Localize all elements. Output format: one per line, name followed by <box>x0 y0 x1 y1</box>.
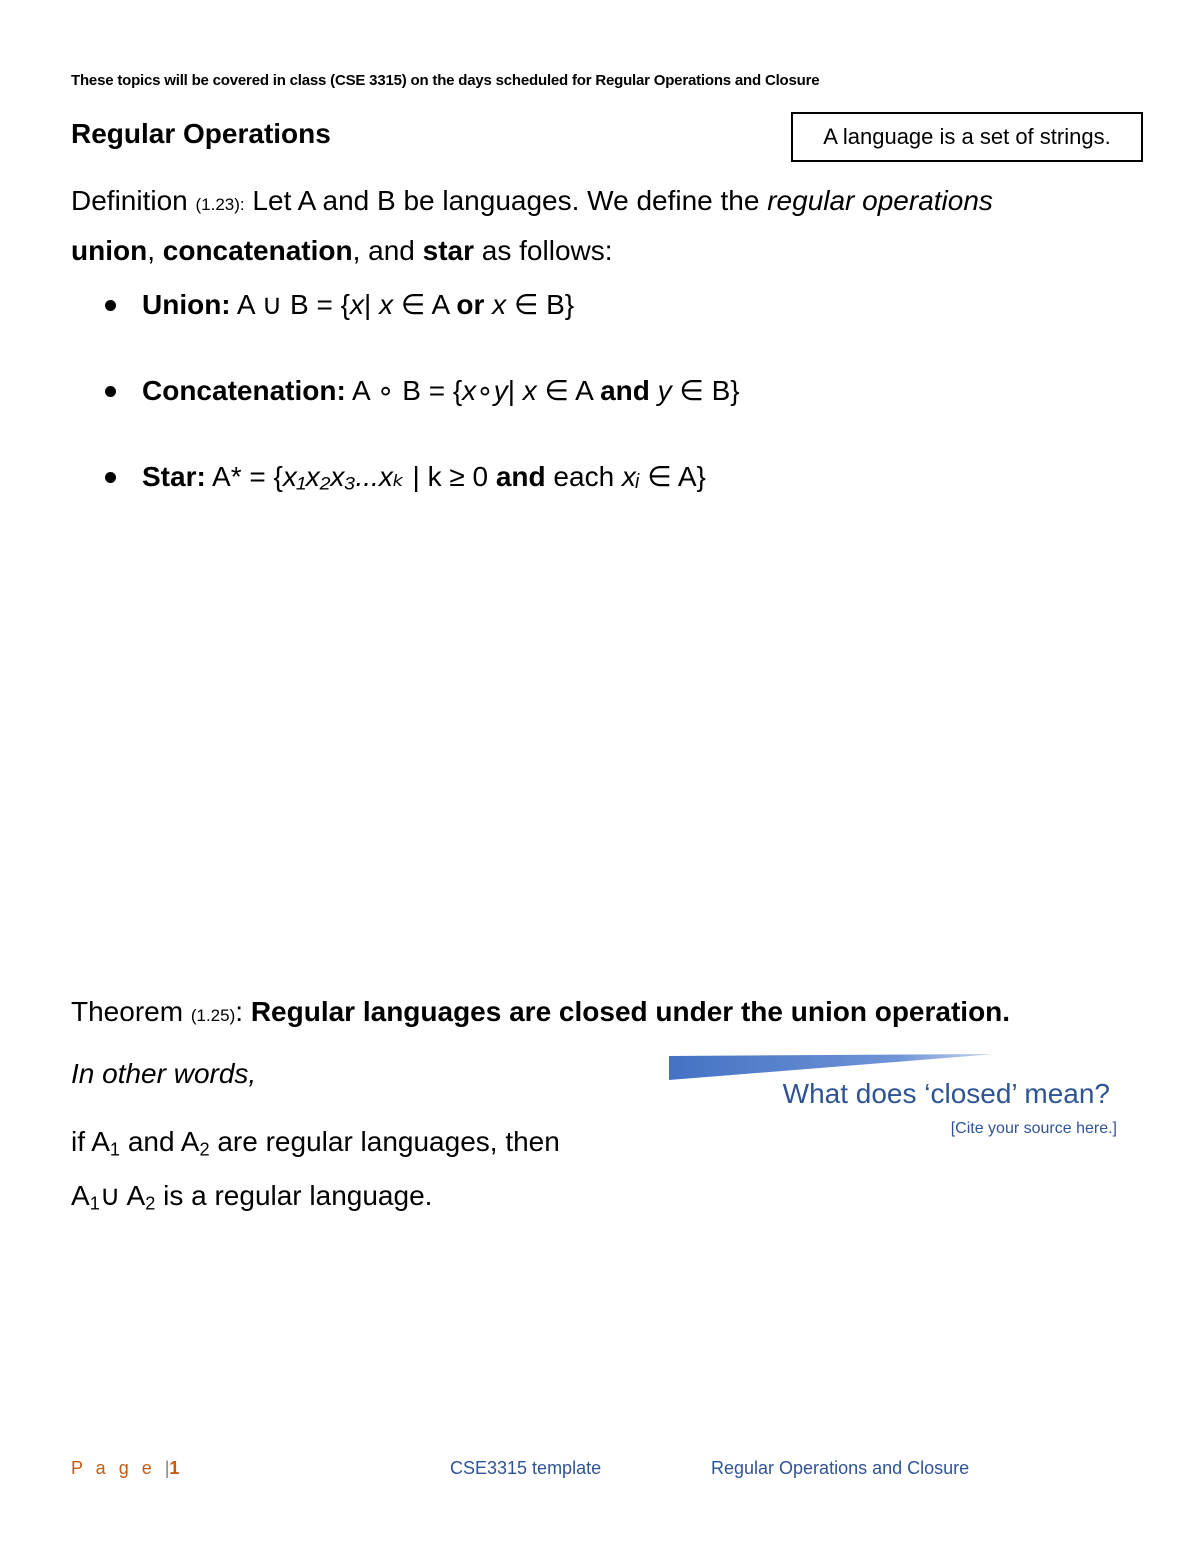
sidebar-cite[interactable]: [Cite your source here.] <box>950 1120 1117 1137</box>
definition-label: Definition <box>71 185 188 216</box>
formula-text: ∈ A <box>393 289 457 320</box>
if-clause-line-2 <box>71 1173 560 1227</box>
footer-separator: | <box>164 1458 170 1478</box>
subscript: 1 <box>89 1193 100 1214</box>
definition-paragraph <box>71 178 1071 274</box>
term-union: union <box>71 235 148 266</box>
formula-keyword: and <box>495 461 546 492</box>
bullet-icon <box>105 300 116 311</box>
formula-text: each <box>545 461 622 492</box>
concatenation-label: Concatenation: <box>142 375 346 406</box>
footer-page-number <box>71 1458 179 1479</box>
term-concatenation: concatenation <box>162 235 353 266</box>
list-item-concatenation <box>105 374 1105 460</box>
if-clause <box>71 1119 560 1226</box>
formula-var: x₁x₂x₃...xₖ <box>282 461 405 492</box>
definition-text: as follows: <box>474 235 613 266</box>
clause-text: and A <box>120 1126 200 1157</box>
term-star: star <box>422 235 475 266</box>
subscript: 2 <box>145 1193 156 1214</box>
formula-text <box>650 375 658 406</box>
clause-text: A <box>71 1179 90 1211</box>
formula-var: x <box>492 289 507 320</box>
clause-text: is a regular language. <box>155 1179 433 1211</box>
sidebar-heading: What does ‘closed’ mean? <box>782 1078 1110 1109</box>
theorem-ref: (1.25) <box>190 1006 236 1025</box>
if-clause-line-1 <box>71 1119 560 1173</box>
subscript: 1 <box>109 1139 121 1160</box>
callout-box <box>791 112 1143 162</box>
clause-text: if A <box>71 1126 110 1157</box>
clause-text: ∪ A <box>99 1179 146 1211</box>
formula-text: ∈ A} <box>639 461 706 492</box>
formula-text <box>484 289 492 320</box>
formula-text: ∈ A <box>536 375 601 406</box>
definition-text: , and <box>352 235 423 266</box>
formula-text: | <box>507 375 523 406</box>
star-label: Star: <box>142 461 206 492</box>
definition-text: , <box>147 235 163 266</box>
subscript: 2 <box>199 1139 210 1160</box>
footer-page-num: 1 <box>169 1458 180 1478</box>
formula-text: A ∪ B = { <box>230 289 350 320</box>
formula-keyword: and <box>600 375 650 406</box>
formula-var: x∘y <box>462 375 508 406</box>
formula-var: y <box>657 375 672 406</box>
union-label: Union: <box>142 289 231 320</box>
list-item-union <box>105 288 1105 374</box>
bullet-icon <box>105 386 116 397</box>
footer-center-text: CSE3315 template <box>450 1458 602 1478</box>
operations-list <box>105 288 1105 546</box>
list-item-star <box>105 460 1105 546</box>
footer-page-label: P a g e <box>71 1458 156 1478</box>
theorem-label: Theorem <box>71 996 191 1027</box>
formula-keyword: or <box>456 289 485 320</box>
clause-text: are regular languages, then <box>209 1126 560 1157</box>
header-note: These topics will be covered in class (CSE 3315) on the days scheduled for Regular Operations and Closure <box>71 72 820 89</box>
formula-var: x <box>522 375 537 406</box>
formula-text: A* = { <box>205 461 283 492</box>
formula-var: x <box>350 289 364 320</box>
footer-right-text: Regular Operations and Closure <box>711 1458 970 1478</box>
definition-italic-term: regular operations <box>767 185 993 216</box>
theorem-statement: Regular languages are closed under the union operation. <box>250 996 1011 1027</box>
definition-text: Let A and B be languages. We define the <box>244 185 768 216</box>
other-words-text: In other words, <box>71 1058 257 1089</box>
section-title: Regular Operations <box>71 118 331 149</box>
formula-text: ∈ B} <box>506 289 575 320</box>
formula-var: x <box>379 289 394 320</box>
formula-text: | k ≥ 0 <box>404 461 496 492</box>
definition-ref: (1.23): <box>195 195 245 214</box>
theorem-text: : <box>235 996 251 1027</box>
formula-text: A ∘ B = { <box>345 375 463 406</box>
formula-var: xᵢ <box>621 461 640 492</box>
formula-text: | <box>364 289 380 320</box>
formula-text: ∈ B} <box>671 375 740 406</box>
theorem-paragraph <box>71 996 1010 1028</box>
callout-text: A language is a set of strings. <box>823 124 1111 149</box>
bullet-icon <box>105 472 116 483</box>
